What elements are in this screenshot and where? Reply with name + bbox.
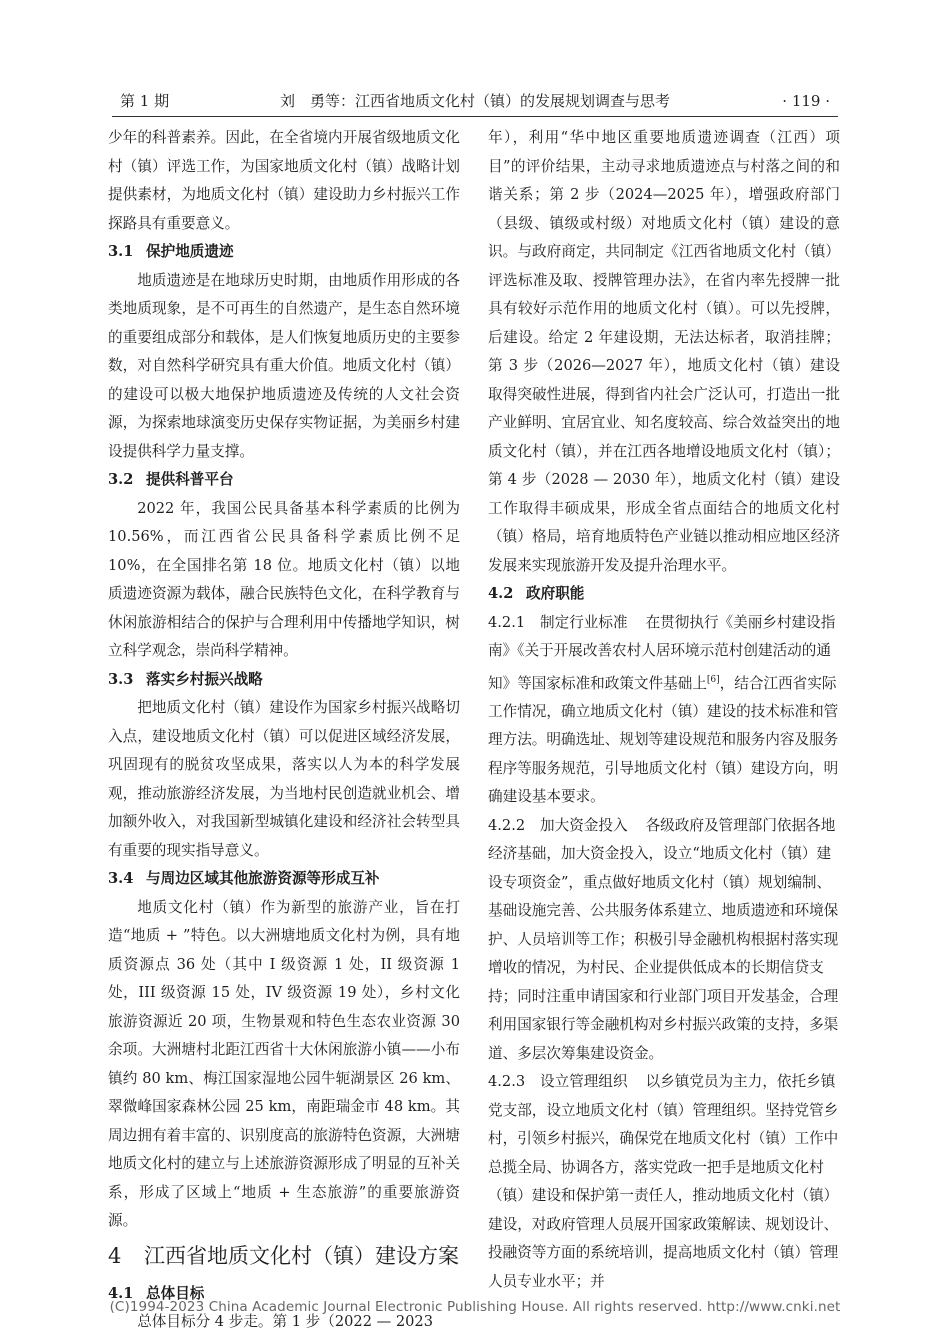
section-4-1-paragraph-start: 总体目标分 4 步走。第 1 步（2022 — 2023	[137, 1313, 433, 1330]
section-number: 4	[108, 1243, 122, 1268]
section-3-2-paragraph: 2022 年，我国公民具备基本科学素质的比例为 10.56%，而江西省公民具备科学素质比例不足 10%，在全国排名第 18 位。地质文化村（镇）以地质遗迹资源为载体，融合民族特色文化，在科学教育与休闲旅游相结合的保护与合理利用中传播地学知识，树立科学观念，崇尚科学精神。	[108, 499, 460, 659]
section-3-4-paragraph: 地质文化村（镇）作为新型的旅游产业，旨在打造“地质 + ”特色。以大洲塘地质文化村为例，具有地质资源点 36 处（其中 I 级资源 1 处，II 级资源 1 处，III 级资源 15 处，IV 级资源 19 处），乡村文化旅游资源近 20 项，生物景观和特色生态农业资源 30 余项。大洲塘村北距江西省十大休闲旅游小镇——小布镇约 80 km、梅江国家湿地公园牛轭湖景区 26 km、翠微峰国家森林公园 25 km，南距瑞金市 48 km。其周边拥有着丰富的、识别度高的旅游特色资源，大洲塘地质文化村的建立与上述旅游资源形成了明显的互补关系，形成了区域上“地质 + 生态旅游”的重要旅游资源。	[108, 898, 460, 1229]
section-4-2-heading	[488, 580, 840, 609]
paragraph-text: 在贯彻执行《美丽乡村建设指南》《关于开展改善农村人居环境示范村创建活动的通知》等国家标准和政策文件基础上	[488, 613, 836, 692]
section-3-4-heading	[108, 865, 460, 894]
section-number: 4.2.3	[488, 1073, 526, 1091]
section-title: 保护地质遗迹	[146, 243, 234, 260]
copyright-footer: (C)1994-2023 China Academic Journal Electronic Publishing House. All rights reserved. http://www.cnki.net	[109, 1299, 841, 1315]
intro-paragraph: 少年的科普素养。因此，在全省境内开展省级地质文化村（镇）评选工作，为国家地质文化村（镇）战略计划提供素材，为地质文化村（镇）建设助力乡村振兴工作探路具有重要意义。	[108, 129, 460, 232]
section-number: 3.4	[108, 870, 134, 887]
section-number: 4.1	[108, 1284, 134, 1302]
section-4-heading	[108, 1238, 460, 1274]
page-number: · 119 ·	[782, 92, 830, 110]
section-3-1-paragraph: 地质遗迹是在地球历史时期，由地质作用形成的各类地质现象，是不可再生的自然遗产，是生态自然环境的重要组成部分和载体，是人们恢复地质历史的主要参数，对自然科学研究具有重大价值。地质文化村（镇）的建设可以极大地保护地质遗迹及传统的人文社会资源，为探索地球演变历史保存实物证据，为美丽乡村建设提供科学力量支撑。	[108, 271, 460, 460]
section-title: 江西省地质文化村（镇）建设方案	[144, 1243, 459, 1268]
citation-ref: [6]	[706, 674, 720, 685]
section-3-2-heading	[108, 466, 460, 495]
section-number: 3.2	[108, 471, 134, 488]
section-number: 3.3	[108, 670, 134, 688]
section-4-2-2-heading	[488, 817, 646, 834]
section-4-1-paragraph-continued: 年），利用“华中地区重要地质遗迹调查（江西）项目”的评价结果，主动寻求地质遗迹点与村落之间的和谐关系；第 2 步（2024—2025 年），增强政府部门（县级、镇级或村级）对地质文化村（镇）建设的意识。与政府商定，共同制定《江西省地质文化村（镇）评选标准及取、授牌管理办法》，在省内率先授牌一批具有较好示范作用的地质文化村（镇）。可以先授牌，后建设。给定 2 年建设期，无法达标者，取消挂牌；第 3 步（2026—2027 年），地质文化村（镇）建设取得突破性进展，得到省内社会广泛认可，打造出一批产业鲜明、宜居宜业、知名度较高、综合效益突出的地质文化村（镇），并在江西各地增设地质文化村（镇）；第 4 步（2028 — 2030 年），地质文化村（镇）建设工作取得丰硕成果，形成全省点面结合的地质文化村（镇）格局，培育地质特色产业链以推动相应地区经济发展来实现旅游开发及提升治理水平。	[488, 129, 840, 574]
running-header	[112, 88, 838, 117]
section-4-2-3-heading	[488, 1073, 646, 1090]
paragraph-text: 以乡镇党员为主力，依托乡镇党支部，设立地质文化村（镇）管理组织。坚持党管乡村，引领乡村振兴，确保党在地质文化村（镇）工作中总揽全局、协调各方，落实党政一把手是地质文化村（镇）建设和保护第一责任人，推动地质文化村（镇）建设，对政府管理人员展开国家政策解读、规划设计、投融资等方面的系统培训，提高地质文化村（镇）管理人员专业水平；并	[488, 1073, 839, 1290]
section-3-1-heading	[108, 238, 460, 267]
section-title: 制定行业标准	[540, 613, 628, 631]
section-number: 3.1	[108, 243, 134, 260]
section-title: 落实乡村振兴战略	[146, 670, 263, 688]
paragraph-text: 各级政府及管理部门依据各地经济基础，加大资金投入，设立“地质文化村（镇）建设专项资金”，重点做好地质文化村（镇）规划编制、基础设施完善、公共服务体系建立、地质遗迹和环境保护、人员培训等工作；积极引导金融机构根据村落实现增收的情况，为村民、企业提供低成本的长期信贷支持；同时注重申请国家和行业部门项目开发基金，合理利用国家银行等金融机构对乡村振兴政策的支持，多渠道、多层次筹集建设资金。	[488, 816, 839, 1062]
section-number: 4.2.2	[488, 816, 526, 834]
section-title: 与周边区域其他旅游资源等形成互补	[146, 870, 380, 887]
right-column	[488, 124, 840, 1296]
left-column	[108, 124, 460, 1337]
section-3-3-heading	[108, 666, 460, 695]
section-title: 政府职能	[526, 585, 585, 602]
section-4-2-1-heading	[488, 614, 646, 631]
section-number: 4.2	[488, 585, 514, 602]
paragraph-text: ，结合江西省实际工作情况，确立地质文化村（镇）建设的技术标准和管理方法。明确选址、规划等建设规范和服务内容及服务程序等服务规范，引导地质文化村（镇）建设方向，明确建设基本要求。	[488, 674, 839, 806]
section-title: 设立管理组织	[540, 1073, 628, 1091]
section-3-3-paragraph: 把地质文化村（镇）建设作为国家乡村振兴战略切入点，建设地质文化村（镇）可以促进区域经济发展，巩固现有的脱贫攻坚成果，落实以人为本的科学发展观，推动旅游经济发展，为当地村民创造就业机会、增加额外收入，对我国新型城镇化建设和经济社会转型具有重要的现实指导意义。	[108, 699, 460, 859]
section-title: 总体目标	[146, 1284, 205, 1302]
running-title: 刘 勇等：江西省地质文化村（镇）的发展规划调查与思考	[279, 92, 670, 110]
section-number: 4.2.1	[488, 613, 526, 631]
section-title: 提供科普平台	[146, 471, 234, 488]
section-title: 加大资金投入	[540, 816, 628, 834]
issue-number: 第 1 期	[120, 92, 170, 110]
